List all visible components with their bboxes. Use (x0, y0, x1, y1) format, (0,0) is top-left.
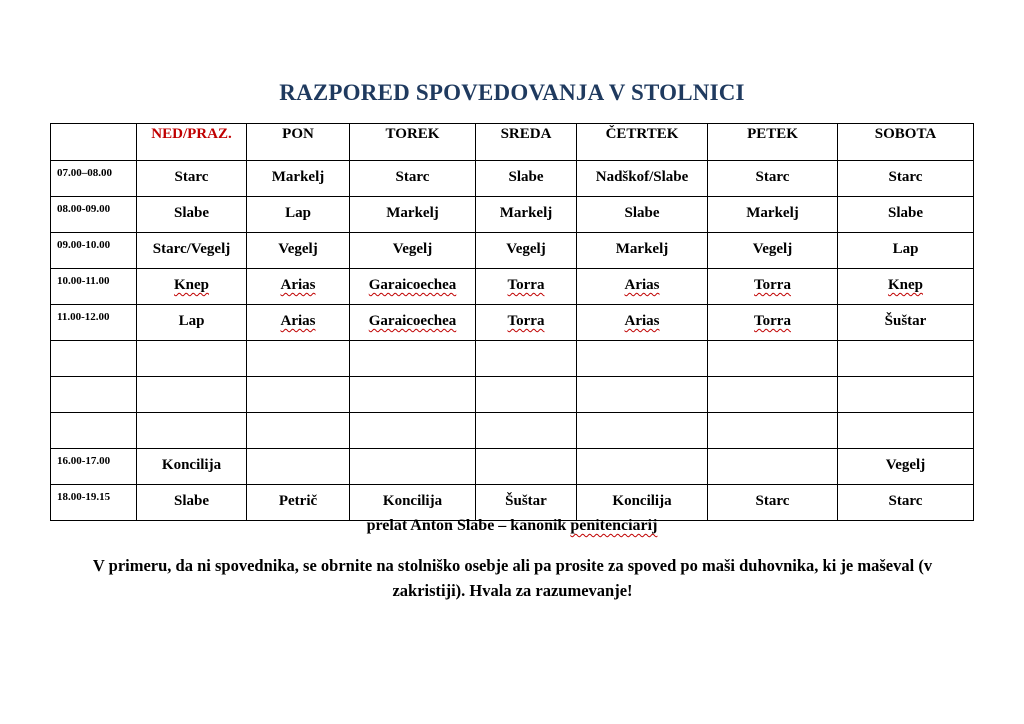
confessor-cell (247, 305, 350, 341)
confessor-cell (708, 449, 838, 485)
table-row (51, 197, 974, 233)
time-slot: 08.00-09.00 (51, 197, 137, 233)
confessor-cell (476, 377, 577, 413)
table-row (51, 485, 974, 521)
header-petek: PETEK (708, 124, 838, 161)
header-pon: PON (247, 124, 350, 161)
confessor-cell: Markelj (247, 161, 350, 197)
time-slot: 07.00–08.00 (51, 161, 137, 197)
confessor-cell (350, 449, 476, 485)
time-slot: 10.00-11.00 (51, 269, 137, 305)
confessor-cell: Vegelj (476, 233, 577, 269)
confessor-cell: Lap (137, 305, 247, 341)
confessor-cell (247, 341, 350, 377)
header-time (51, 124, 137, 161)
time-slot: 09.00-10.00 (51, 233, 137, 269)
time-slot: 16.00-17.00 (51, 449, 137, 485)
confessor-cell (476, 413, 577, 449)
confessor-name: Torra (754, 277, 791, 293)
confessor-cell: Petrič (247, 485, 350, 521)
confessor-name: Knep (173, 277, 209, 293)
confessor-cell (476, 449, 577, 485)
confessor-cell: Starc (838, 485, 974, 521)
confessor-cell: Vegelj (247, 233, 350, 269)
table-row (51, 341, 974, 377)
confessor-cell (476, 269, 577, 305)
confessor-cell (476, 305, 577, 341)
confessor-cell (577, 305, 708, 341)
table-row (51, 377, 974, 413)
confessor-cell (577, 449, 708, 485)
confessor-name: Arias (624, 313, 660, 329)
signature-title: penitenciarij (570, 517, 658, 534)
confessor-name: Torra (507, 313, 545, 329)
page-title: RAZPORED SPOVEDOVANJA V STOLNICI (279, 80, 745, 105)
confessor-cell: Nadškof/Slabe (577, 161, 708, 197)
confessor-cell: Slabe (137, 197, 247, 233)
time-slot: 18.00-19.15 (51, 485, 137, 521)
confessor-cell: Koncilija (350, 485, 476, 521)
confessor-cell: Starc (838, 161, 974, 197)
confessor-cell: Starc (137, 161, 247, 197)
schedule-table (50, 123, 974, 521)
table-row (51, 449, 974, 485)
confessor-cell (708, 305, 838, 341)
confessor-cell: Markelj (476, 197, 577, 233)
time-slot (51, 377, 137, 413)
confessor-cell (577, 377, 708, 413)
confessor-cell (708, 377, 838, 413)
signature-text: prelat Anton Slabe – kanonik (366, 517, 571, 534)
confessor-cell (838, 377, 974, 413)
confessor-cell (247, 377, 350, 413)
confessor-name: Torra (754, 313, 791, 329)
confessor-cell (137, 377, 247, 413)
header-row (51, 124, 974, 161)
confessor-name: Arias (624, 277, 660, 293)
confessor-cell: Markelj (577, 233, 708, 269)
confessor-cell (476, 341, 577, 377)
confessor-cell (247, 449, 350, 485)
confessor-cell: Slabe (137, 485, 247, 521)
confessor-cell (577, 341, 708, 377)
confessor-cell (708, 341, 838, 377)
confessor-cell (350, 269, 476, 305)
header-sreda: SREDA (476, 124, 577, 161)
header-ned-praz: NED/PRAZ. (137, 124, 247, 161)
confessor-name: Knep (887, 277, 923, 293)
confessor-cell: Starc (708, 161, 838, 197)
header-cetrtek: ČETRTEK (577, 124, 708, 161)
confessor-cell (838, 341, 974, 377)
confessor-cell (708, 269, 838, 305)
confessor-cell: Slabe (838, 197, 974, 233)
confessor-cell: Markelj (708, 197, 838, 233)
confessor-cell (838, 269, 974, 305)
confessor-name: Arias (280, 277, 316, 293)
table-row (51, 413, 974, 449)
confessor-cell: Lap (838, 233, 974, 269)
confessor-cell (350, 377, 476, 413)
confessor-cell (350, 413, 476, 449)
confessor-cell: Vegelj (838, 449, 974, 485)
confessor-cell (137, 341, 247, 377)
confessor-name: Garaicoechea (368, 313, 457, 329)
confessor-cell (577, 269, 708, 305)
confessor-cell (247, 269, 350, 305)
confessor-cell (137, 413, 247, 449)
confessor-name: Garaicoechea (368, 277, 457, 293)
confessor-cell (350, 305, 476, 341)
time-slot (51, 413, 137, 449)
confessor-cell: Slabe (476, 161, 577, 197)
confessor-name: Arias (280, 313, 316, 329)
confessor-cell (137, 269, 247, 305)
header-sobota: SOBOTA (838, 124, 974, 161)
confessor-cell (577, 413, 708, 449)
time-slot: 11.00-12.00 (51, 305, 137, 341)
confessor-cell: Šuštar (838, 305, 974, 341)
signature-line (0, 517, 1024, 535)
notice-paragraph: V primeru, da ni spovednika, se obrnite na stolniško osebje ali pa prosite za spoved po maši duhovnika, ki je maševal (v zakristiji). Hvala za razumevanje! (92, 556, 933, 600)
table-row (51, 161, 974, 197)
confessor-cell (708, 413, 838, 449)
table-row (51, 269, 974, 305)
confessor-cell: Starc (708, 485, 838, 521)
confessor-cell: Vegelj (350, 233, 476, 269)
confessor-name: Torra (507, 277, 545, 293)
confessor-cell (838, 413, 974, 449)
confessor-cell: Starc (350, 161, 476, 197)
time-slot (51, 341, 137, 377)
confessor-cell: Vegelj (708, 233, 838, 269)
table-row (51, 233, 974, 269)
header-torek: TOREK (350, 124, 476, 161)
confessor-cell: Koncilija (137, 449, 247, 485)
confessor-cell: Lap (247, 197, 350, 233)
confessor-cell: Koncilija (577, 485, 708, 521)
confessor-cell: Slabe (577, 197, 708, 233)
confessor-cell: Šuštar (476, 485, 577, 521)
table-row (51, 305, 974, 341)
confessor-cell: Starc/Vegelj (137, 233, 247, 269)
confessor-cell (350, 341, 476, 377)
confessor-cell (247, 413, 350, 449)
confessor-cell: Markelj (350, 197, 476, 233)
